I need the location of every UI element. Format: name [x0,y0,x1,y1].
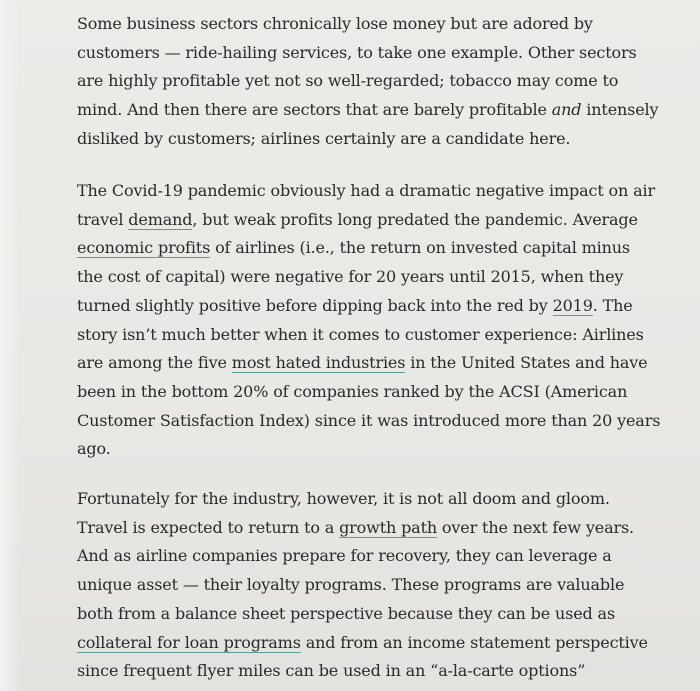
text-segment: and from an income statement perspective [300,632,648,652]
text-segment: in the United States and have [405,353,648,373]
link-economic-profits[interactable]: economic profits [77,238,211,258]
text-line: Some business sectors chronically lose money but are adored by [77,14,593,33]
text-segment: travel [77,209,129,229]
text-segment: , but weak profits long predated the pandemic. Average [192,209,638,229]
text-line: Fortunately for the industry, however, it is not all doom and gloom. [77,489,610,508]
link-collateral-for-loan-programs[interactable]: collateral for loan programs [77,632,301,652]
link-demand[interactable]: demand [128,209,193,229]
text-line: story isn’t much better when it comes to customer experience: Airlines [77,324,644,344]
text-line [77,514,677,543]
paragraph-loyalty [77,485,677,686]
text-line [77,629,677,658]
text-line: are highly profitable yet not so well-regarded; tobacco may come to [77,71,619,91]
link-most-hated-industries[interactable]: most hated industries [231,353,406,373]
text-line: both from a balance sheet perspective because they can be used as [77,603,616,623]
text-line: customers — ride-hailing services, to take one example. Other sectors [77,42,637,62]
text-line [77,349,677,378]
text-segment: are among the five [77,353,232,373]
text-line [77,206,677,235]
link-growth-path[interactable]: growth path [339,517,437,537]
text-segment: of airlines (i.e., the return on invested capital minus [210,238,630,258]
text-line [77,234,677,263]
text-line: been in the bottom 20% of companies ranked by the ACSI (American [77,381,628,401]
paragraph-intro [77,10,677,154]
text-segment: mind. And then there are sectors that are barely profitable [77,100,552,120]
text-segment: turned slightly positive before dipping back into the red by [77,295,553,315]
text-line: ago. [77,439,111,459]
text-line [77,96,677,125]
text-segment: intensely [581,100,659,120]
text-line: the cost of capital) were negative for 20 years until 2015, when they [77,267,624,287]
text-segment: over the next few years. [437,517,634,537]
text-segment: Travel is expected to return to a [77,517,340,537]
text-line: disliked by customers; airlines certainly are a candidate here. [77,128,571,148]
emphasis-and: and [551,100,582,120]
text-line: The Covid-19 pandemic obviously had a dramatic negative impact on air [77,181,655,200]
link-2019[interactable]: 2019 [552,295,593,315]
text-line: unique asset — their loyalty programs. These programs are valuable [77,575,625,595]
text-segment: . The [592,295,633,315]
paragraph-covid [77,177,677,464]
text-line: And as airline companies prepare for recovery, they can leverage a [77,546,612,566]
text-line: since frequent flyer miles can be used in an “a-la-carte options” [77,661,586,681]
text-line [77,292,677,321]
text-line: Customer Satisfaction Index) since it was introduced more than 20 years [77,410,661,430]
